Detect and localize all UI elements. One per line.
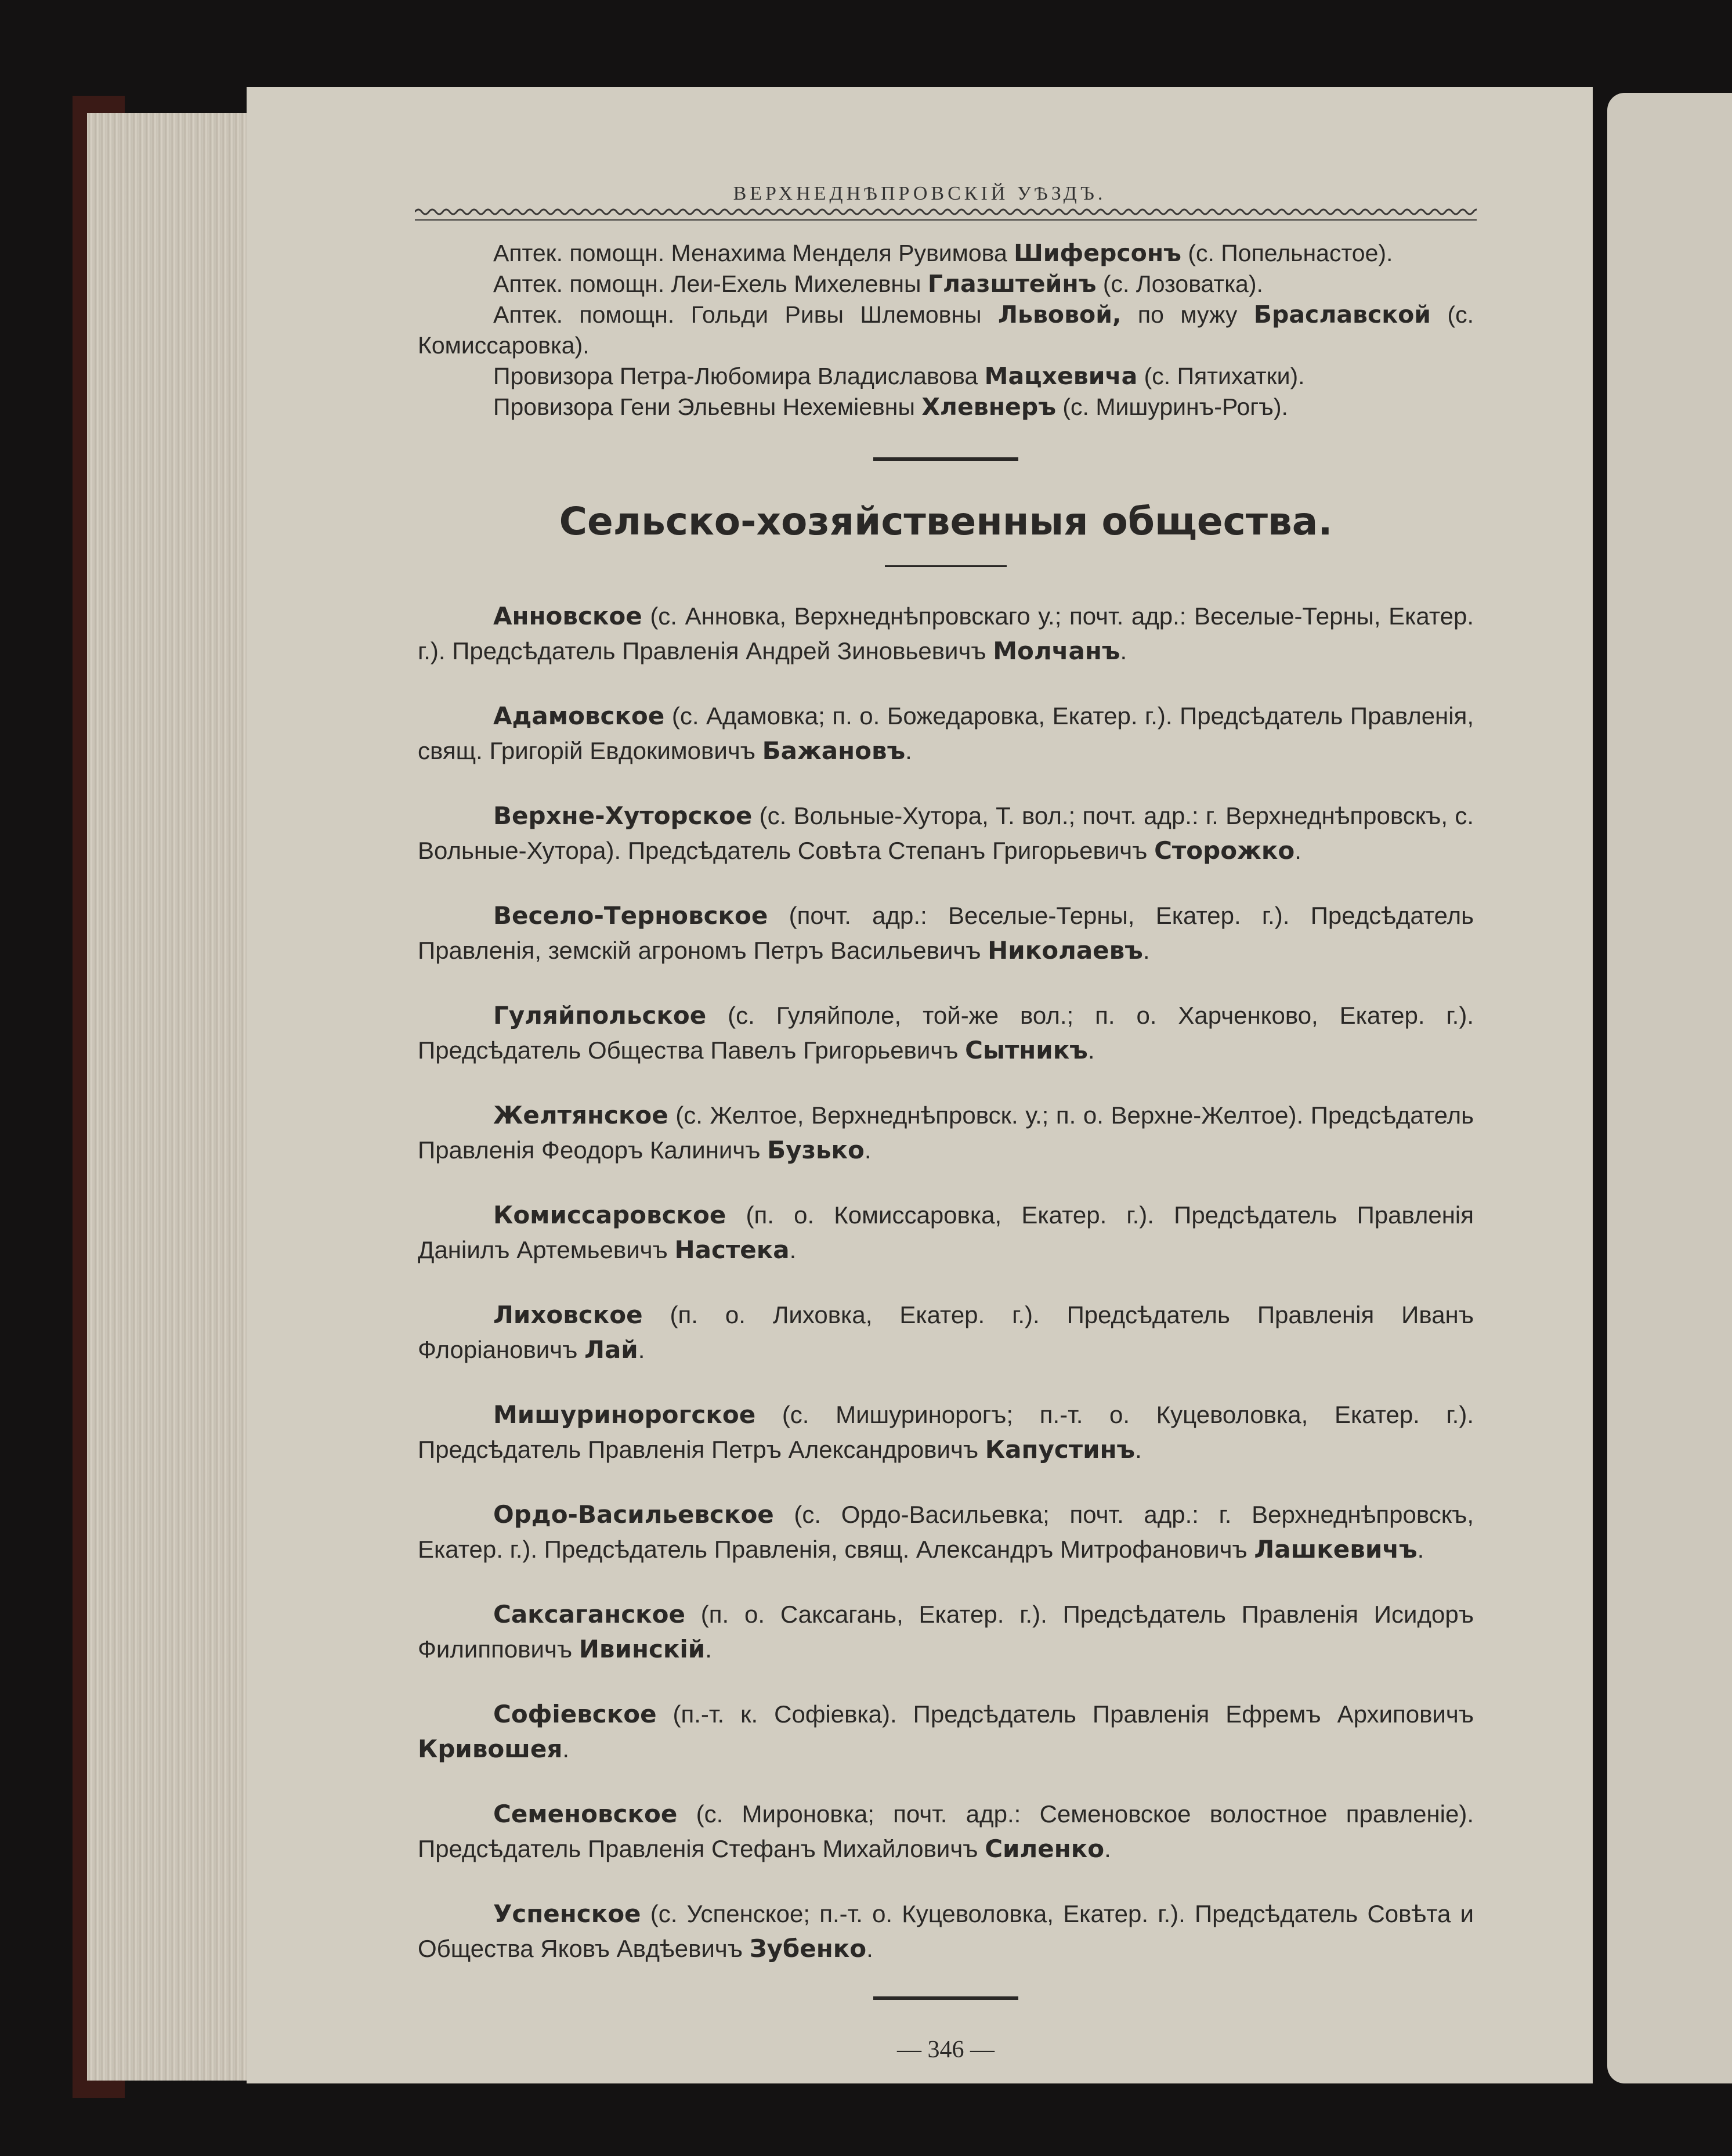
pharmacist-list	[418, 238, 1474, 422]
society-name: Гуляйпольское	[493, 1001, 707, 1030]
next-page-edge	[1607, 93, 1732, 2083]
society-entry: Гуляйпольское (с. Гуляйполе, той-же вол.; п. о. Харченково, Екатер. г.). Предсѣдатель Общества Павелъ Григорьевичъ Сытникъ.	[418, 1001, 1474, 1064]
pharmacist-entry: Аптек. помощн. Менахима Менделя Рувимова Шиферсонъ (с. Попельнастое).	[493, 239, 1393, 267]
pharmacist-name: Хлевнеръ	[921, 393, 1056, 421]
society-entry: Саксаганское (п. о. Саксагань, Екатер. г.). Предсѣдатель Правленiя Исидоръ Филипповичъ Ивинскiй.	[418, 1600, 1474, 1663]
page-number: — 346 —	[897, 2036, 995, 2063]
pharmacist-entry: Аптек. помощн. Гольди Ривы Шлемовны Львовой, по мужу Браславской (с. Комиссаровка).	[418, 301, 1474, 359]
society-name: Лиховское	[493, 1301, 643, 1329]
chairman-name: Бузько	[767, 1136, 865, 1164]
society-entry: Желтянское (с. Желтое, Верхнеднѣпровск. у.; п. о. Верхне-Желтое). Предсѣдатель Правленiя Феодоръ Калиничъ Бузько.	[418, 1101, 1474, 1164]
societies-list	[418, 599, 1474, 1966]
chairman-name: Капустинъ	[985, 1435, 1136, 1464]
society-name: Софiевское	[493, 1700, 657, 1728]
closing-divider	[873, 1996, 1018, 2000]
title-underline	[885, 565, 1007, 567]
chairman-name: Сторожко	[1154, 836, 1295, 865]
society-name: Весело-Терновское	[493, 901, 768, 930]
chairman-name: Николаевъ	[988, 936, 1143, 965]
chairman-name: Лай	[584, 1335, 638, 1364]
section-divider	[873, 457, 1018, 461]
society-entry: Комиссаровское (п. о. Комиссаровка, Екатер. г.). Предсѣдатель Правленiя Данiилъ Артемьевичъ Настека.	[418, 1201, 1474, 1264]
pharmacist-name: Браславской	[1253, 301, 1431, 328]
society-entry: Семеновское (с. Мироновка; почт. адр.: Семеновское волостное правленiе). Предсѣдатель Правленiя Стефанъ Михайловичъ Силенко.	[418, 1800, 1474, 1863]
pharmacist-name: Львовой,	[998, 301, 1122, 328]
society-name: Ордо-Васильевское	[493, 1500, 774, 1529]
society-entry: Весело-Терновское (почт. адр.: Веселые-Терны, Екатер. г.). Предсѣдатель Правленiя, земскiй агрономъ Петръ Васильевичъ Николаевъ.	[418, 901, 1474, 965]
society-name: Комиссаровское	[493, 1201, 726, 1229]
chairman-name: Ивинскiй	[578, 1635, 706, 1663]
society-name: Успенское	[493, 1899, 641, 1928]
society-entry: Верхне-Хуторское (с. Вольные-Хутора, Т. вол.; почт. адр.: г. Верхнеднѣпровскъ, с. Вольные-Хутора). Предсѣдатель Совѣта Степанъ Григорьевичъ Сторожко.	[418, 801, 1474, 865]
chairman-name: Молчанъ	[993, 637, 1120, 665]
section-title: Сельско-хозяйственныя общества.	[559, 499, 1333, 544]
society-entry: Лиховское (п. о. Лиховка, Екатер. г.). Предсѣдатель Правленiя Иванъ Флорiановичъ Лай.	[418, 1301, 1474, 1364]
society-entry: Адамовское (с. Адамовка; п. о. Божедаровка, Екатер. г.). Предсѣдатель Правленiя, свящ. Григорiй Евдокимовичъ Бажановъ.	[418, 702, 1474, 765]
page-edge-stack	[87, 113, 255, 2081]
running-head: ВЕРХНЕДНѢПРОВСКIЙ УѢЗДЪ.	[733, 183, 1107, 204]
society-name: Адамовское	[493, 702, 665, 730]
book-page	[247, 87, 1593, 2083]
chairman-name: Зубенко	[749, 1934, 867, 1963]
pharmacist-name: Мацхевича	[984, 362, 1138, 390]
chairman-name: Силенко	[985, 1834, 1105, 1863]
society-name: Саксаганское	[493, 1600, 685, 1628]
society-entry: Ордо-Васильевское (с. Ордо-Васильевка; почт. адр.: г. Верхнеднѣпровскъ, Екатер. г.). Предсѣдатель Правленiя, свящ. Александръ Митрофановичъ Лашкевичъ.	[418, 1500, 1474, 1563]
chairman-name: Кривошея	[418, 1735, 563, 1763]
pharmacist-entry: Провизора Гени Эльевны Нехемiевны Хлевнеръ (с. Мишуринъ-Рогъ).	[493, 393, 1288, 421]
text-column	[418, 238, 1474, 2064]
society-entry: Успенское (с. Успенское; п.-т. о. Куцеволовка, Екатер. г.). Предсѣдатель Совѣта и Общества Яковъ Авдѣевичъ Зубенко.	[418, 1899, 1474, 1963]
society-name: Мишуринорогское	[493, 1400, 756, 1429]
chairman-name: Лашкевичъ	[1254, 1535, 1418, 1563]
chairman-name: Настека	[674, 1236, 790, 1264]
society-name: Желтянское	[493, 1101, 668, 1129]
chairman-name: Бажановъ	[762, 736, 906, 765]
chairman-name: Сытникъ	[965, 1036, 1088, 1064]
pharmacist-entry: Провизора Петра-Любомира Владиславова Мацхевича (с. Пятихатки).	[493, 362, 1305, 390]
society-entry: Анновское (с. Анновка, Верхнеднѣпровскаго у.; почт. адр.: Веселые-Терны, Екатер. г.). Предсѣдатель Правленiя Андрей Зиновьевичъ Молчанъ.	[418, 602, 1474, 665]
pharmacist-name: Шиферсонъ	[1014, 239, 1181, 267]
pharmacist-name: Глазштейнъ	[927, 270, 1097, 298]
society-name: Семеновское	[493, 1800, 678, 1828]
society-name: Анновское	[493, 602, 642, 630]
pharmacist-entry: Аптек. помощн. Леи-Ехель Михелевны Глазштейнъ (с. Лозоватка).	[493, 270, 1263, 298]
society-name: Верхне-Хуторское	[493, 801, 753, 830]
society-entry: Мишуринорогское (с. Мишуринорогъ; п.-т. о. Куцеволовка, Екатер. г.). Предсѣдатель Правленiя Петръ Александровичъ Капустинъ.	[418, 1400, 1474, 1464]
society-entry: Софiевское (п.-т. к. Софiевка). Предсѣдатель Правленiя Ефремъ Архиповичъ Кривошея.	[418, 1700, 1474, 1763]
wavy-rule	[415, 206, 1477, 223]
